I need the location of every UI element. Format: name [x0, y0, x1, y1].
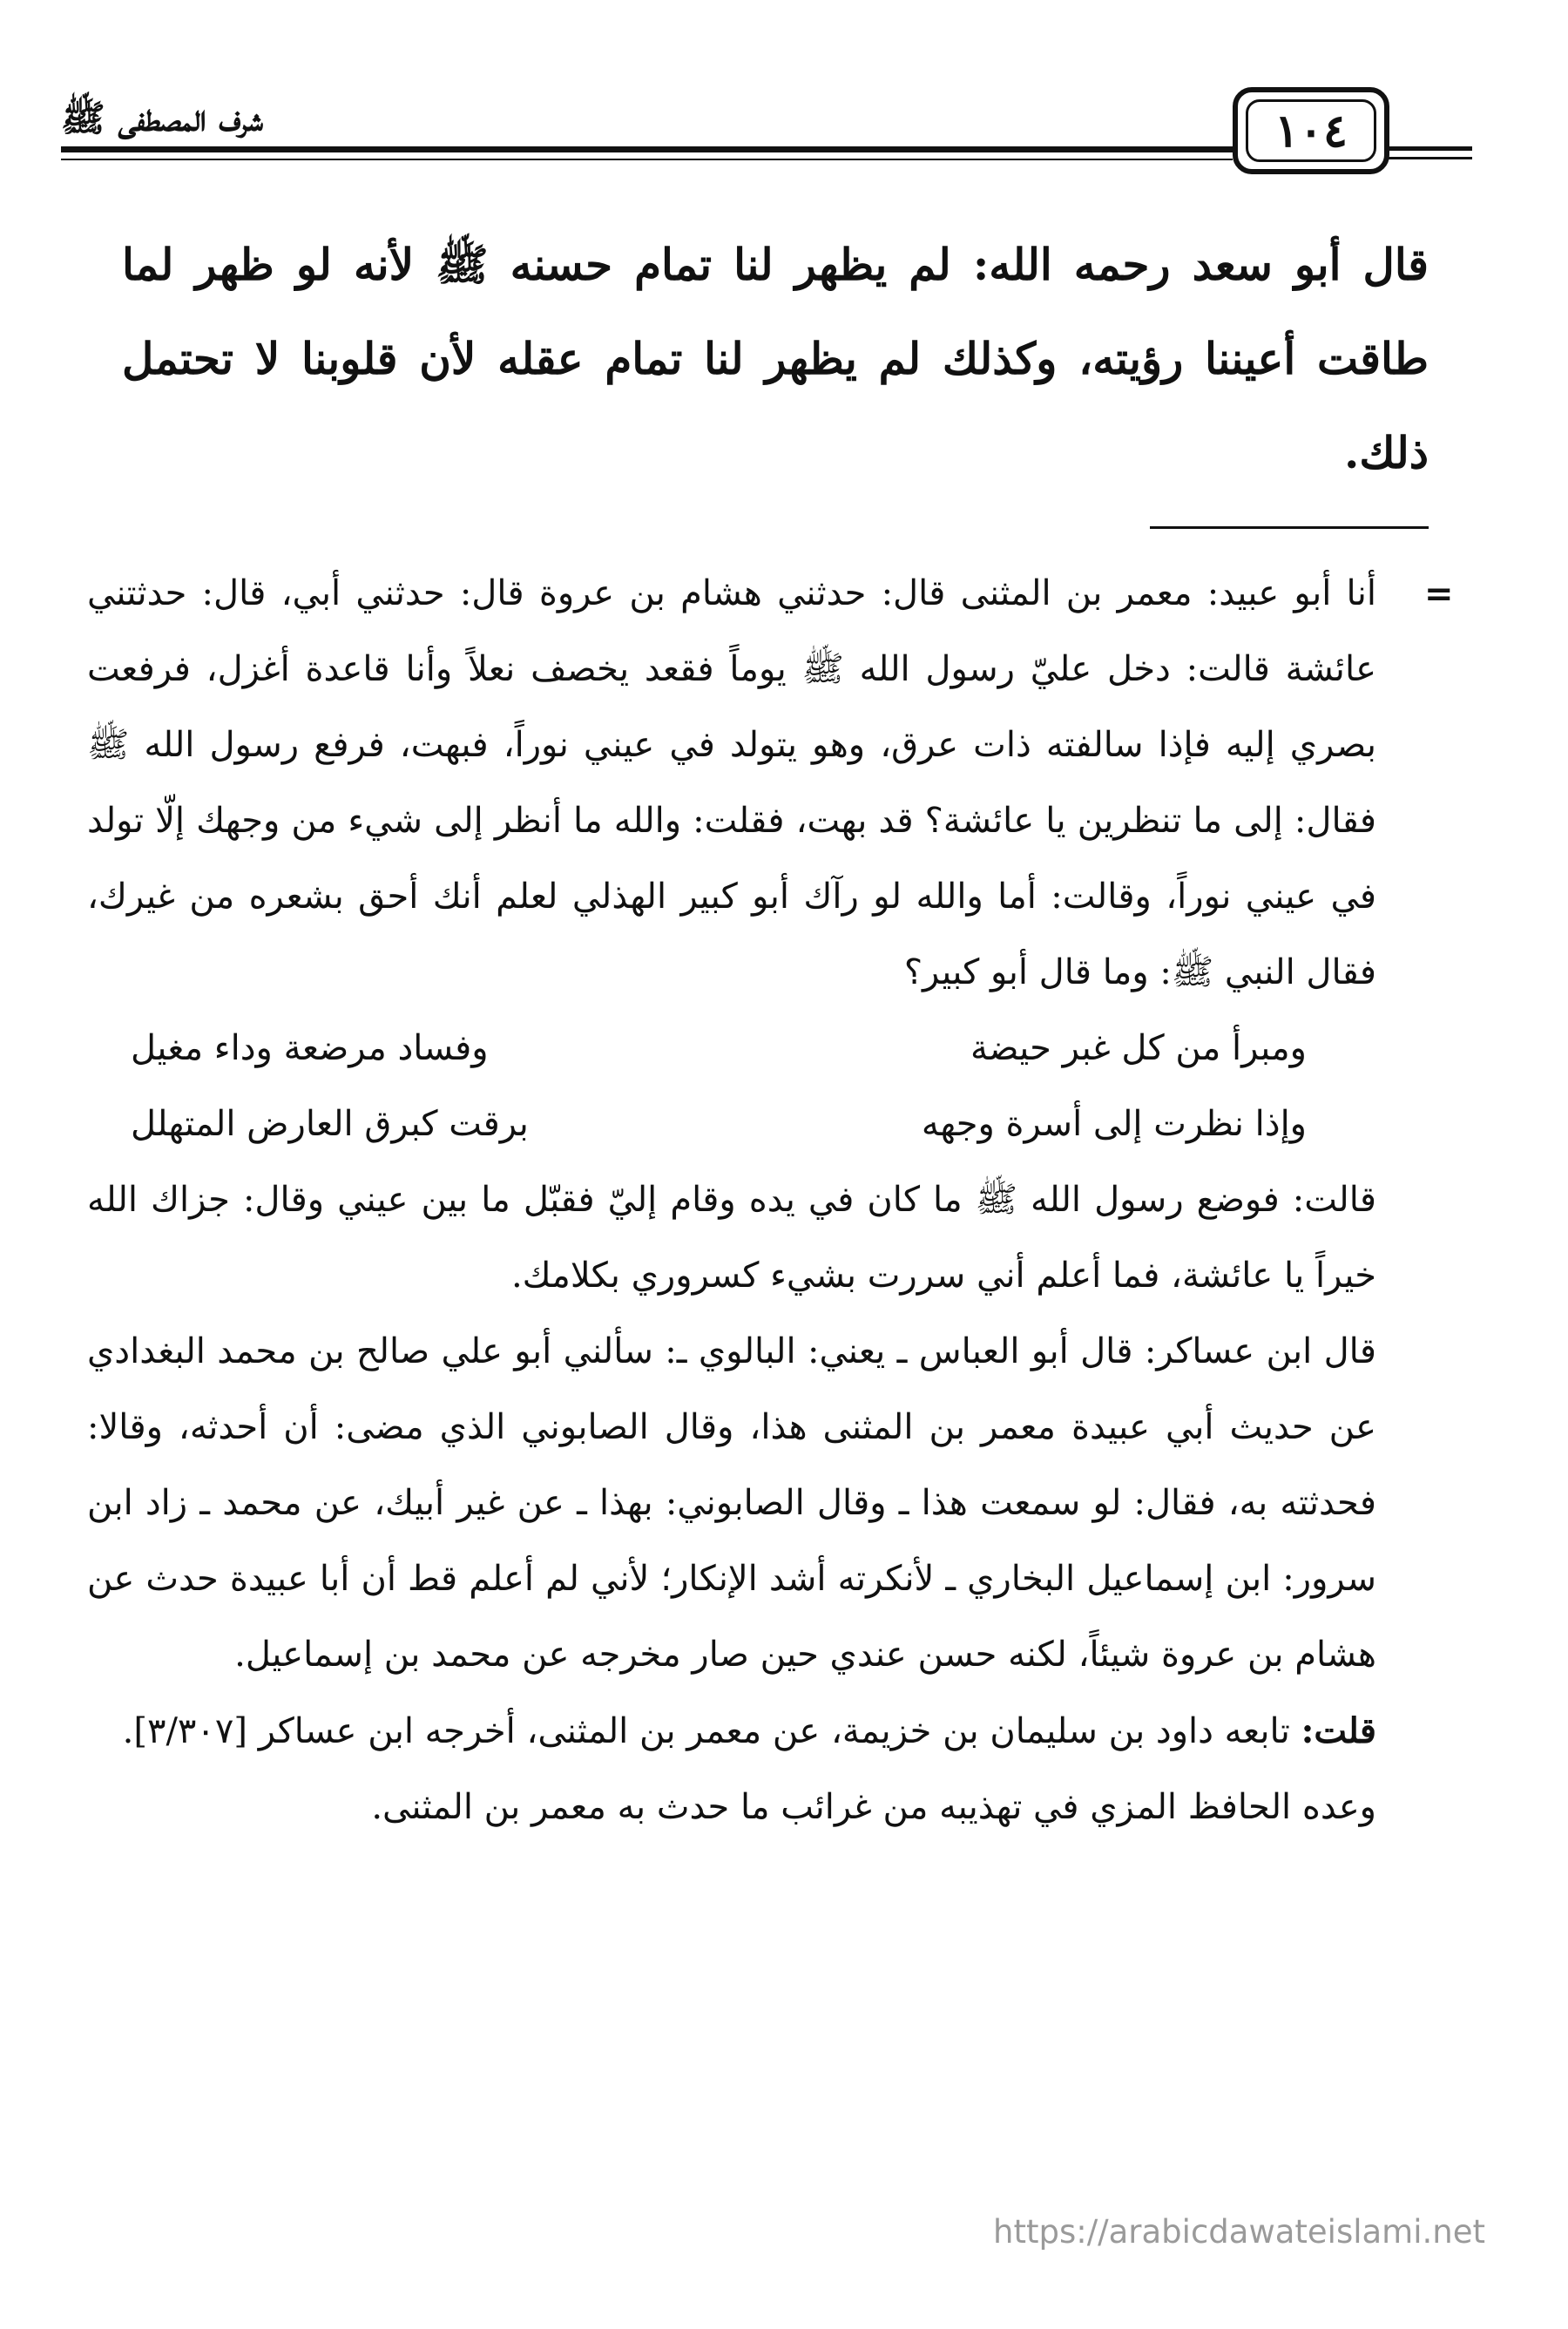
- footnote: [87, 556, 1376, 1845]
- main-paragraph: قال أبو سعد رحمه الله: لم يظهر لنا تمام حسنه ﷺ لأنه لو ظهر لما طاقت أعيننا رؤيته، وكذلك لم يظهر لنا تمام عقله لأن قلوبنا لا تحتمل ذلك.: [122, 239, 1429, 478]
- page-header: [61, 87, 1420, 183]
- footnote-paragraph-4: [87, 1693, 1376, 1770]
- footnote-paragraph-1: أنا أبو عبيد: معمر بن المثنى قال: حدثني هشام بن عروة قال: حدثني أبي، قال: حدثتني عائشة قالت: دخل عليّ رسول الله ﷺ يوماً فقعد يخصف نعلاً وأنا قاعدة أغزل، فرفعت بصري إليه فإذا سالفته ذات عرق، وهو يتولد في عيني نوراً، فبهت، فرفع رسول الله ﷺ فقال: إلى ما تنظرين يا عائشة؟ قد بهت، فقلت: والله ما أنظر إلى شيء من وجهك إلّا تولد في عيني نوراً، وقالت: أما والله لو رآك أبو كبير الهذلي لعلم أنك أحق بشعره من غيرك، فقال النبي ﷺ: وما قال أبو كبير؟: [87, 573, 1376, 992]
- poem-verse-1: [87, 1011, 1376, 1087]
- verse-2-second-hemistich: برقت كبرق العارض المتهلل: [131, 1104, 529, 1144]
- verse-1-second-hemistich: وفساد مرضعة وداء مغيل: [131, 1028, 489, 1068]
- page-number: ١٠٤: [1246, 99, 1376, 162]
- qulu-label: قلت:: [1301, 1710, 1376, 1751]
- page-number-frame: [1233, 87, 1389, 174]
- footnote-paragraph-5: وعده الحافظ المزي في تهذيبه من غرائب ما حدث به معمر بن المثنى.: [371, 1787, 1376, 1827]
- verse-1-first-hemistich: ومبرأ من كل غبر حيضة: [970, 1028, 1307, 1068]
- footnote-paragraph-2: قالت: فوضع رسول الله ﷺ ما كان في يده وقام إليّ فقبّل ما بين عيني وقال: جزاك الله خيراً يا عائشة، فما أعلم أني سررت بشيء كسروري بكلامك.: [87, 1180, 1376, 1296]
- book-title: شرف المصطفى ﷺ: [61, 97, 264, 139]
- poem-verse-2: [87, 1087, 1376, 1162]
- footnote-paragraph-4-text: تابعه داود بن سليمان بن خزيمة، عن معمر بن المثنى، أخرجه ابن عساكر [٣/٣٠٧].: [122, 1711, 1301, 1751]
- header-rule-right-thin: [1385, 157, 1472, 159]
- header-rule-thick: [61, 146, 1233, 152]
- footnote-continuation-mark: =: [1424, 573, 1454, 614]
- header-rule-thin: [61, 159, 1233, 160]
- header-rule-right: [1385, 146, 1472, 151]
- footnote-separator: [1150, 526, 1429, 529]
- verse-2-first-hemistich: وإذا نظرت إلى أسرة وجهه: [921, 1104, 1307, 1144]
- main-text: [122, 218, 1429, 500]
- watermark-url: https://arabicdawateislami.net: [993, 2213, 1485, 2251]
- footnote-paragraph-3: قال ابن عساكر: قال أبو العباس ـ يعني: البالوي ـ: سألني أبو علي صالح بن محمد البغدادي عن حديث أبي عبيدة معمر بن المثنى هذا، وقال الصابوني الذي مضى: أن أحدثه، وقالا: فحدثته به، فقال: لو سمعت هذا ـ وقال الصابوني: بهذا ـ عن غير أبيك، عن محمد ـ زاد ابن سرور: ابن إسماعيل البخاري ـ لأنكرته أشد الإنكار؛ لأني لم أعلم قط أن أبا عبيدة حدث عن هشام بن عروة شيئاً، لكنه حسن عندي حين صار مخرجه عن محمد بن إسماعيل.: [87, 1331, 1376, 1675]
